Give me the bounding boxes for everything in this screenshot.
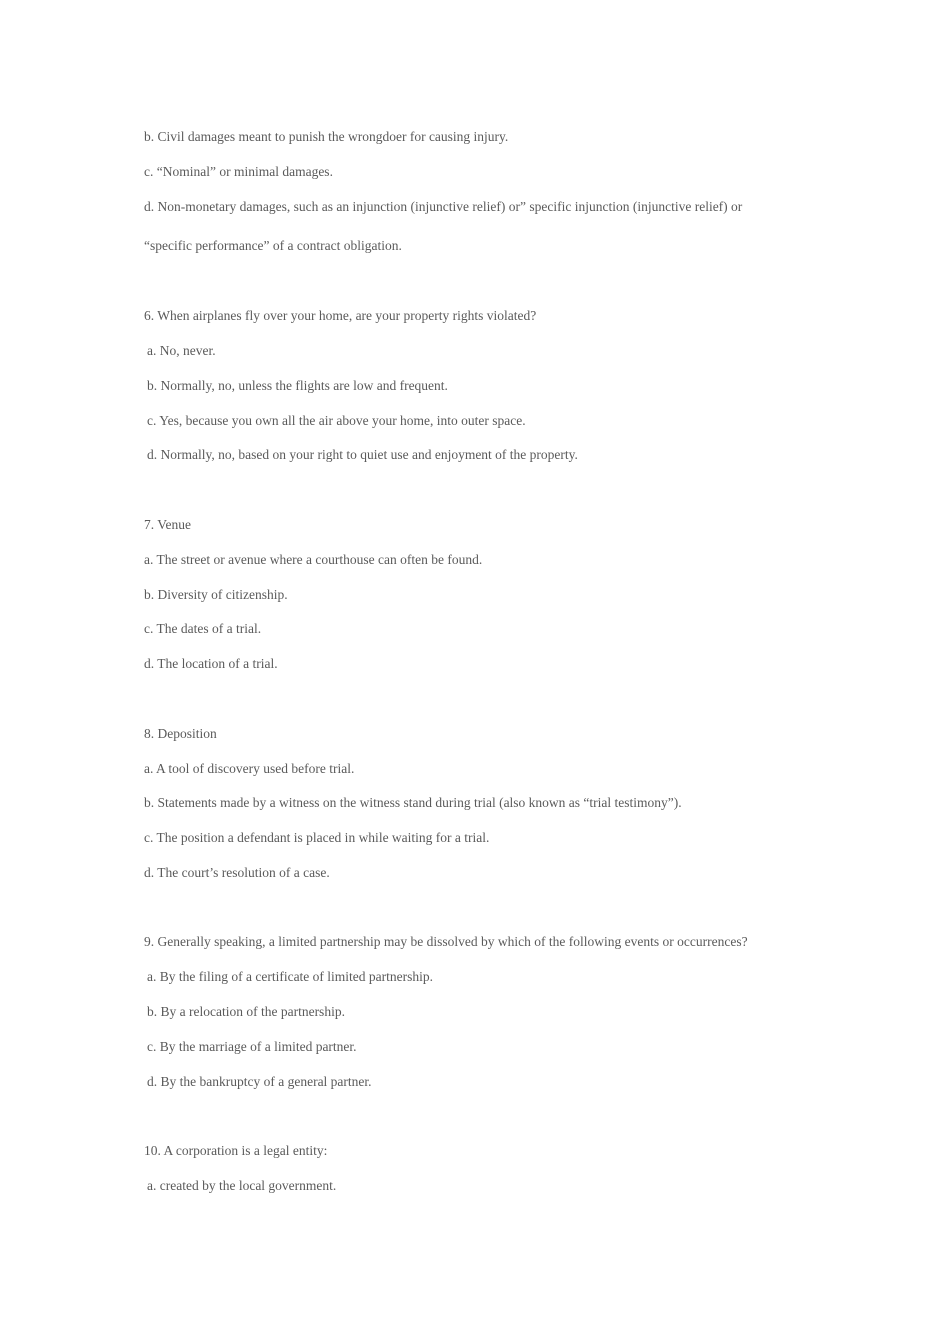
q5-option-d-line2: “specific performance” of a contract obligation. bbox=[144, 238, 402, 253]
q10-option-a: a. created by the local government. bbox=[147, 1178, 337, 1193]
q7-option-a: a. The street or avenue where a courthouse can often be found. bbox=[144, 552, 483, 567]
q7-option-c: c. The dates of a trial. bbox=[144, 621, 262, 636]
q8-option-a: a. A tool of discovery used before trial. bbox=[144, 761, 355, 776]
q9-option-b: b. By a relocation of the partnership. bbox=[147, 1004, 345, 1019]
q9-option-a: a. By the filing of a certificate of limited partnership. bbox=[147, 969, 434, 984]
q6-option-b: b. Normally, no, unless the flights are low and frequent. bbox=[147, 378, 448, 393]
q9-question: 9. Generally speaking, a limited partnership may be dissolved by which of the following events or occurrences? bbox=[144, 934, 748, 949]
q5-option-b: b. Civil damages meant to punish the wrongdoer for causing injury. bbox=[144, 129, 509, 144]
q6-option-c: c. Yes, because you own all the air above your home, into outer space. bbox=[147, 413, 526, 428]
q6-question: 6. When airplanes fly over your home, are your property rights violated? bbox=[144, 308, 537, 323]
q7-question: 7. Venue bbox=[144, 517, 191, 532]
q8-option-c: c. The position a defendant is placed in while waiting for a trial. bbox=[144, 830, 490, 845]
q5-option-c: c. “Nominal” or minimal damages. bbox=[144, 164, 333, 179]
q6-option-d: d. Normally, no, based on your right to quiet use and enjoyment of the property. bbox=[147, 447, 578, 462]
q7-option-d: d. The location of a trial. bbox=[144, 656, 278, 671]
q10-question: 10. A corporation is a legal entity: bbox=[144, 1143, 328, 1158]
q8-option-b: b. Statements made by a witness on the witness stand during trial (also known as “trial testimony”). bbox=[144, 795, 682, 810]
q5-option-d-line1: d. Non-monetary damages, such as an injunction (injunctive relief) or” specific injunction (injunctive relief) or bbox=[144, 199, 743, 214]
q6-option-a: a. No, never. bbox=[147, 343, 216, 358]
q9-option-c: c. By the marriage of a limited partner. bbox=[147, 1039, 357, 1054]
q7-option-b: b. Diversity of citizenship. bbox=[144, 587, 288, 602]
q9-option-d: d. By the bankruptcy of a general partner. bbox=[147, 1074, 372, 1089]
q8-option-d: d. The court’s resolution of a case. bbox=[144, 865, 330, 880]
q8-question: 8. Deposition bbox=[144, 726, 217, 741]
